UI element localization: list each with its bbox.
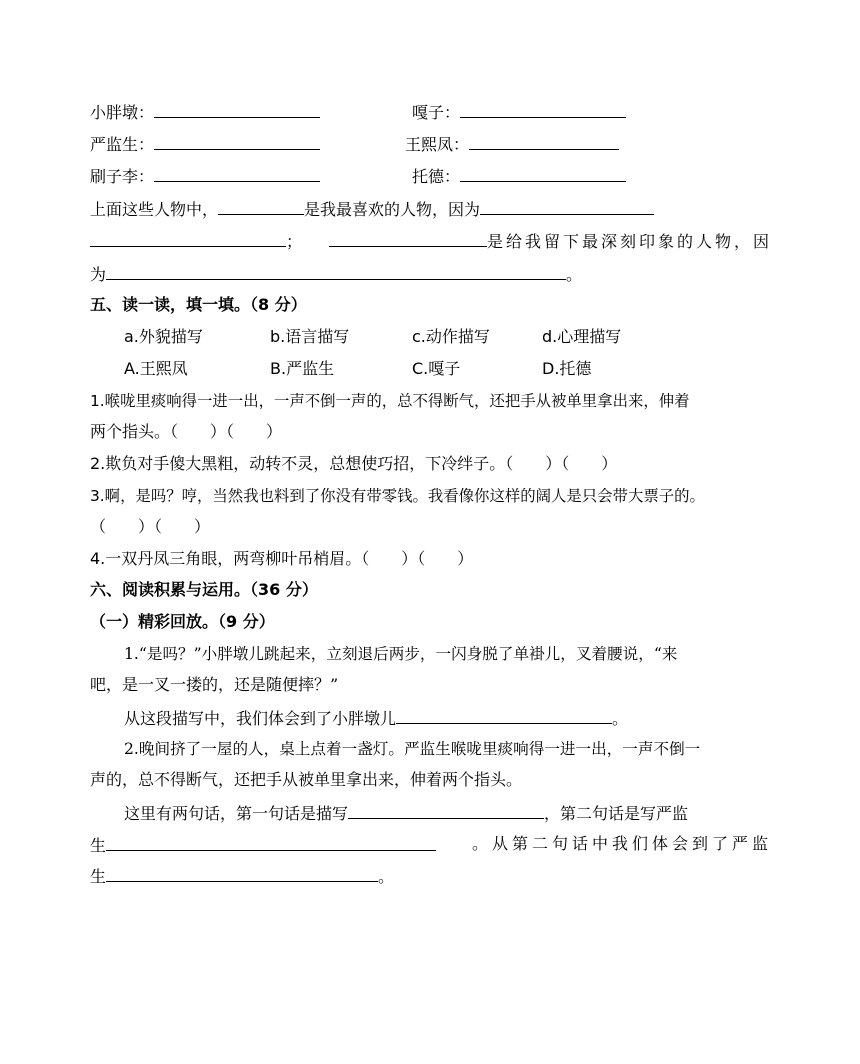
q2-text: 2.欺负对手傻大黑粗，动转不灵，总想使巧招，下冷绊子。（ ）（ ）	[90, 454, 618, 473]
blank-favorite-name[interactable]	[218, 197, 304, 215]
blank-shuazili[interactable]	[154, 164, 320, 182]
passage1-line-1: 1.“是吗？”小胖墩儿跳起来，立刻退后两步，一闪身脱了单褂儿，叉着腰说，“来	[124, 645, 678, 663]
blank-favorite-reason[interactable]	[480, 197, 654, 215]
passage1-question	[124, 706, 628, 730]
label-yanjiansheng: 严监生：	[90, 135, 155, 154]
favorite-text-1: 上面这些人物中，	[90, 200, 219, 219]
favorite-text-2: 是我最喜欢的人物，因为	[304, 200, 481, 219]
q3-line-2: （ ）（ ）	[90, 517, 211, 536]
blank-impressive-name[interactable]	[329, 229, 487, 247]
label-tuode: 托德：	[412, 167, 461, 186]
label-shuazili: 刷子李：	[90, 167, 155, 186]
passage2-q-text-6: 。	[378, 867, 395, 886]
passage2-question-line-3	[90, 864, 394, 888]
option-c: c.动作描写	[412, 327, 490, 346]
field-gazi	[412, 100, 626, 124]
option-C: C.嘎子	[412, 359, 461, 378]
favorite-text-4: 是给我留下最深刻印象的人物，因	[486, 232, 772, 251]
field-yanjiansheng	[90, 132, 320, 156]
blank-passage2-second[interactable]	[106, 833, 436, 851]
option-A: A.王熙凤	[124, 359, 188, 378]
blank-passage2-third[interactable]	[106, 864, 378, 882]
passage2-line-1: 2.晚间挤了一屋的人，桌上点着一盏灯。严监生喉咙里痰响得一进一出，一声不倒一	[124, 740, 701, 758]
favorite-line-2	[90, 229, 772, 253]
passage2-q-text-2: ，第二句话是写严监	[544, 804, 689, 823]
blank-tuode[interactable]	[460, 164, 626, 182]
field-xiaopangdun	[90, 100, 320, 124]
passage2-q-text-5: 生	[90, 867, 107, 886]
favorite-text-3: ；	[286, 232, 303, 251]
blank-passage1-answer[interactable]	[396, 706, 612, 724]
passage2-line-2: 声的，总不得断气，还把手从被单里拿出来，伸着两个指头。	[90, 770, 523, 789]
option-D: D.托德	[542, 359, 592, 378]
passage1-line-2: 吧，是一叉一搂的，还是随便摔？”	[90, 675, 339, 694]
blank-gazi[interactable]	[460, 100, 626, 118]
field-tuode	[412, 164, 626, 188]
q1-line-2: 两个指头。（ ）（ ）	[90, 422, 283, 441]
section6-title: 六、阅读积累与运用。（36 分）	[90, 580, 318, 599]
passage2-q-text-1: 这里有两句话，第一句话是描写	[124, 804, 349, 823]
blank-xiaopangdun[interactable]	[154, 100, 320, 118]
passage2-question-line-1	[124, 801, 688, 825]
blank-impressive-reason[interactable]	[106, 262, 566, 280]
blank-wangxifeng[interactable]	[469, 132, 619, 150]
passage1-question-text: 从这段描写中，我们体会到了小胖墩儿	[124, 709, 397, 728]
q1-line-1: 1.喉咙里痰响得一进一出，一声不倒一声的，总不得断气，还把手从被单里拿出来，伸着	[90, 392, 690, 410]
section5-title: 五、读一读，填一填。（8 分）	[90, 295, 307, 314]
passage2-q-text-4: 。从第二句话中我们体会到了严监	[471, 834, 772, 853]
passage2-question-line-2	[90, 833, 772, 857]
blank-passage2-first[interactable]	[348, 801, 544, 819]
option-B: B.严监生	[270, 359, 335, 378]
option-b: b.语言描写	[270, 327, 350, 346]
favorite-line-3	[90, 262, 582, 286]
q4-text: 4.一双丹凤三角眼，两弯柳叶吊梢眉。（ ）（ ）	[90, 549, 474, 568]
blank-yanjiansheng[interactable]	[154, 132, 320, 150]
blank-favorite-reason-cont[interactable]	[90, 229, 286, 247]
section6-sub1-title: （一）精彩回放。（9 分）	[90, 612, 275, 631]
option-d: d.心理描写	[542, 327, 622, 346]
favorite-line-1	[90, 197, 654, 221]
label-wangxifeng: 王熙凤：	[405, 135, 470, 154]
option-a: a.外貌描写	[124, 327, 203, 346]
q3-line-1: 3.啊，是吗？哼，当然我也料到了你没有带零钱。我看像你这样的阔人是只会带大票子的。	[90, 487, 705, 505]
field-shuazili	[90, 164, 320, 188]
label-xiaopangdun: 小胖墩：	[90, 103, 155, 122]
passage1-question-end: 。	[612, 709, 629, 728]
favorite-text-5: 为	[90, 265, 107, 284]
favorite-text-6: 。	[566, 265, 583, 284]
passage2-q-text-3: 生	[90, 836, 107, 855]
field-wangxifeng	[405, 132, 619, 156]
label-gazi: 嘎子：	[412, 103, 461, 122]
